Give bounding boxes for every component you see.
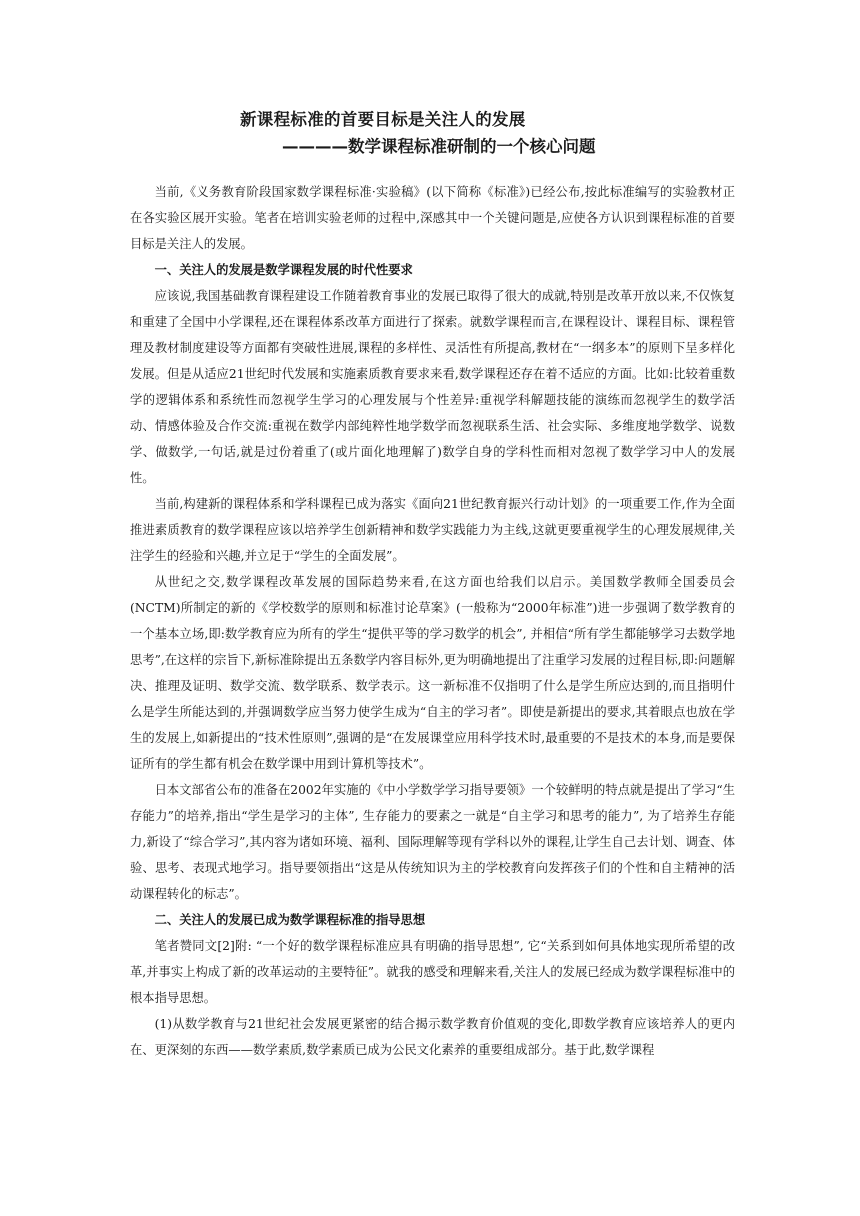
body-paragraph: (1)从数学教育与21世纪社会发展更紧密的结合揭示数学教育价值观的变化,即数学教育应该培养人的更内在、更深刻的东西——数学素质,数学素质已成为公民文化素养的重要组成部分。基于此,数学课程 — [130, 1017, 735, 1057]
body-paragraph: 从世纪之交,数学课程改革发展的国际趋势来看,在这方面也给我们以启示。美国数学教师全国委员会(NCTM)所制定的新的《学校数学的原则和标准讨论草案》(一般称为“2000年标准”)进一步强调了数学教育的一个基本立场,即:数学教育应为所有的学生“提供平等的学习数学的机会”, 并相信“所有学生都能够学习去数学地思考”,在这样的宗旨下,新标准除提出五条数学内容目标外,更为明确地提出了注重学习发展的过程目标,即:问题解决、推理及证明、数学交流、数学联系、数学表示。这一新标准不仅指明了什么是学生所应达到的,而且指明什么是学生所能达到的,并强调数学应当努力使学生成为“自主的学习者”。即使是新提出的要求,其着眼点也放在学生的发展上,如新提出的“技术性原则”,强调的是“在发展课堂应用科学技术时,最重要的不是技术的本身,而是要保证所有的学生都有机会在数学课中用到计算机等技术”。 — [130, 575, 735, 771]
body-paragraph: 笔者赞同文[2]附: “一个好的数学课程标准应具有明确的指导思想”, 它“关系到如何具体地实现所希望的改革,并事实上构成了新的改革运动的主要特征”。就我的感受和理解来看,关注人的发展已经成为数学课程标准中的根本指导思想。 — [130, 939, 735, 1005]
section-heading: 一、关注人的发展是数学课程发展的时代性要求 — [154, 263, 413, 277]
document-body — [130, 179, 735, 1063]
body-paragraph: 当前,构建新的课程体系和学科课程已成为落实《面向21世纪教育振兴行动计划》的一项重要工作,作为全面推进素质教育的数学课程应该以培养学生创新精神和数学实践能力为主线,这就更要重视学生的心理发展规律,关注学生的经验和兴趣,并立足于“学生的全面发展”。 — [130, 497, 735, 563]
section-heading: 二、关注人的发展已成为数学课程标准的指导思想 — [154, 913, 426, 927]
body-paragraph: 日本文部省公布的准备在2002年实施的《中小学数学学习指导要领》一个较鲜明的特点就是提出了学习“生存能力”的培养,指出“学生是学习的主体”, 生存能力的要素之一就是“自主学习和思考的能力”, 为了培养生存能力,新设了“综合学习”,其内容为诸如环境、福利、国际理解等现有学科以外的课程,让学生自己去计划、调查、体验、思考、表现式地学习。指导要领指出“这是从传统知识为主的学校教育向发挥孩子们的个性和自主精神的活动课程转化的标志”。 — [130, 783, 735, 901]
body-paragraph: 应该说,我国基础教育课程建设工作随着教育事业的发展已取得了很大的成就,特别是改革开放以来,不仅恢复和重建了全国中小学课程,还在课程体系改革方面进行了探索。就数学课程而言,在课程设计、课程目标、课程管理及教材制度建设等方面都有突破性进展,课程的多样性、灵活性有所提高,教材在“一纲多本”的原则下呈多样化发展。但是从适应21世纪时代发展和实施素质教育要求来看,数学课程还存在着不适应的方面。比如:比较着重数学的逻辑体系和系统性而忽视学生学习的心理发展与个性差异:重视学科解题技能的演练而忽视学生的数学活动、情感体验及合作交流:重视在数学内部纯粹性地学数学而忽视联系生活、社会实际、多维度地学数学、说数学、做数学,一句话,就是过份着重了(或片面化地理解了)数学自身的学科性而相对忽视了数学学习中人的发展性。 — [130, 289, 735, 485]
document-subtitle: ————数学课程标准研制的一个核心问题 — [282, 137, 596, 156]
document-title: 新课程标准的首要目标是关注人的发展 — [240, 110, 526, 129]
body-paragraph: 当前,《义务教育阶段国家数学课程标准·实验稿》(以下简称《标准》)已经公布,按此标准编写的实验教材正在各实验区展开实验。笔者在培训实验老师的过程中,深感其中一个关键问题是,应使各方认识到课程标准的首要目标是关注人的发展。 — [130, 185, 735, 251]
